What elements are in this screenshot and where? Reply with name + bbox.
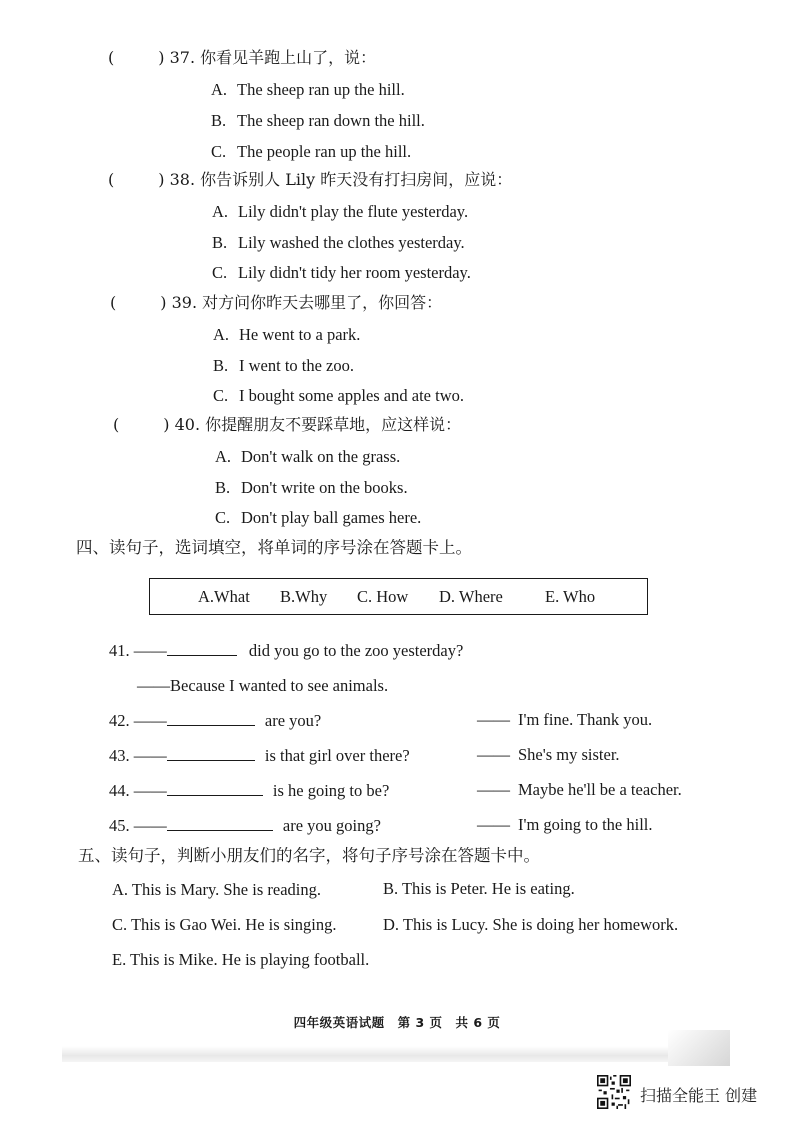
answer-paren-open: ( (108, 170, 115, 189)
option-38c: C. Lily didn't tidy her room yesterday. (212, 263, 471, 282)
option-37b: B. The sheep ran down the hill. (211, 111, 425, 130)
word-option-e: E. Who (545, 587, 596, 606)
option-39a: A. He went to a park. (213, 325, 361, 344)
reply-45: —— I'm going to the hill. (477, 815, 653, 834)
question-prompt: 你提醒朋友不要踩草地，应这样说： (205, 415, 462, 434)
fill-blank[interactable] (167, 815, 273, 831)
question-prompt: 你看见羊跑上山了，说： (200, 48, 377, 67)
answer-paren-open: ( (110, 293, 117, 312)
item-45: 45. —— are you going? (109, 816, 381, 835)
reply-42: —— I'm fine. Thank you. (477, 710, 653, 729)
item-41: 41. —— did you go to the zoo yesterday? (109, 641, 464, 660)
page-footer: 四年级英语试题 第 3 页 共 6 页 (293, 1015, 501, 1030)
sentence-a: A. This is Mary. She is reading. (112, 880, 321, 899)
section-4-title: 四、读句子，选词填空，将单词的序号涂在答题卡上。 (76, 538, 472, 557)
item-42: 42. —— are you? (109, 711, 322, 730)
answer-paren-close: ) (158, 48, 165, 67)
section-5-title: 五、读句子，判断小朋友们的名字，将句子序号涂在答题卡中。 (78, 846, 540, 865)
reply-43: —— She's my sister. (477, 745, 620, 764)
sentence-c: C. This is Gao Wei. He is singing. (112, 915, 337, 934)
answer-paren-close: ) (158, 170, 165, 189)
question-39 (110, 293, 442, 313)
word-option-c: C. How (357, 587, 409, 606)
answer-paren-close: ) (163, 415, 170, 434)
question-40 (113, 415, 461, 435)
option-37a: A. The sheep ran up the hill. (211, 80, 405, 99)
question-number: 38. (169, 170, 196, 189)
answer-paren-open: ( (108, 48, 115, 67)
answer-paren-close: ) (160, 293, 167, 312)
option-38b: B. Lily washed the clothes yesterday. (212, 233, 465, 252)
sentence-e: E. This is Mike. He is playing football. (112, 950, 370, 969)
option-40a: A. Don't walk on the grass. (215, 447, 401, 466)
question-number: 39. (171, 293, 198, 312)
word-option-b: B.Why (280, 587, 328, 606)
sentence-d: D. This is Lucy. She is doing her homework. (383, 915, 679, 934)
option-39b: B. I went to the zoo. (213, 356, 355, 375)
question-number: 40. (174, 415, 201, 434)
fill-blank[interactable] (167, 745, 255, 761)
word-option-d: D. Where (439, 587, 503, 606)
watermark-text: 扫描全能王 创建 (640, 1086, 758, 1105)
question-number: 37. (169, 48, 196, 67)
option-37c: C. The people ran up the hill. (211, 142, 412, 161)
fill-blank[interactable] (167, 780, 263, 796)
answer-paren-open: ( (113, 415, 120, 434)
option-39c: C. I bought some apples and ate two. (213, 386, 464, 405)
question-38 (108, 170, 512, 190)
scan-shadow (62, 1046, 730, 1062)
qr-code-icon (597, 1075, 631, 1109)
scan-corner-shadow (668, 1030, 730, 1066)
word-bank-box (149, 578, 648, 615)
reply-44: —— Maybe he'll be a teacher. (477, 780, 682, 799)
option-40c: C. Don't play ball games here. (215, 508, 422, 527)
option-38a: A. Lily didn't play the flute yesterday. (212, 202, 469, 221)
fill-blank[interactable] (167, 640, 237, 656)
option-40b: B. Don't write on the books. (215, 478, 408, 497)
sentence-b: B. This is Peter. He is eating. (383, 879, 575, 898)
word-option-a: A.What (198, 587, 250, 606)
item-43: 43. —— is that girl over there? (109, 746, 410, 765)
question-37 (108, 48, 376, 68)
fill-blank[interactable] (167, 710, 255, 726)
question-prompt: 对方问你昨天去哪里了，你回答： (202, 293, 443, 312)
item-44: 44. —— is he going to be? (109, 781, 390, 800)
question-prompt: 你告诉别人 Lily 昨天没有打扫房间，应说： (200, 170, 513, 189)
reply-41: ——Because I wanted to see animals. (137, 676, 389, 695)
